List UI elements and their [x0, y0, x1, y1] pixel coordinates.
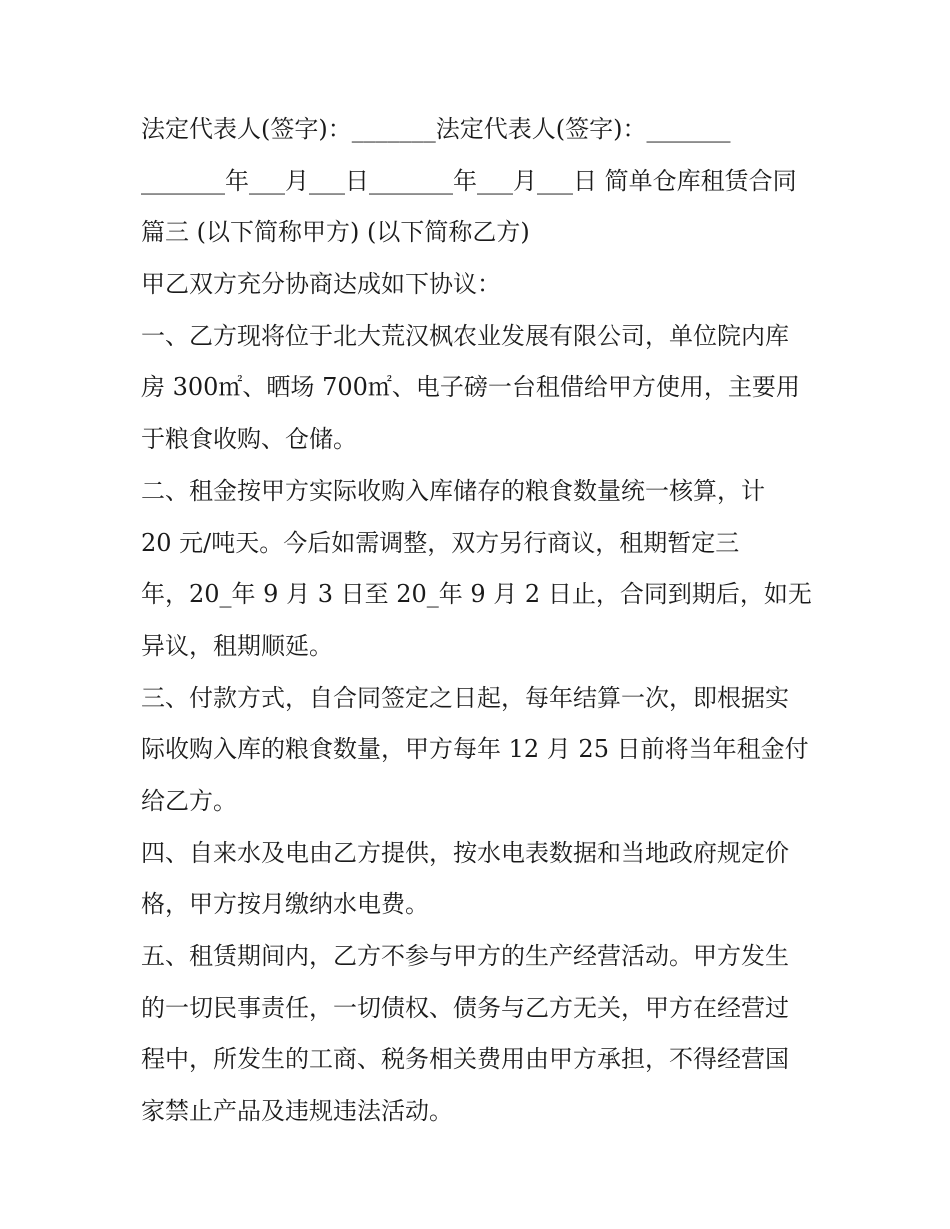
- clause-1-line-3: 于粮食收购、仓储。: [141, 425, 357, 454]
- signature-line: 法定代表人(签字)：_______法定代表人(签字)：_______: [141, 115, 731, 143]
- clause-1-line-1: 一、乙方现将位于北大荒汉枫农业发展有限公司，单位院内库: [141, 321, 789, 350]
- agreement-intro: 甲乙双方充分协商达成如下协议：: [141, 270, 501, 299]
- clause-5-line-4: 家禁止产品及违规违法活动。: [141, 1097, 453, 1126]
- clause-2-line-3: 年，20_年 9 月 3 日至 20_年 9 月 2 日止，合同到期后，如无: [141, 580, 812, 609]
- clause-4-line-1: 四、自来水及电由乙方提供，按水电表数据和当地政府规定价: [141, 838, 789, 867]
- clause-4-line-2: 格，甲方按月缴纳水电费。: [141, 890, 429, 919]
- date-and-title-line: _______年___月___日_______年___月___日 简单仓库租赁合同: [141, 166, 797, 195]
- contract-text: [141, 104, 821, 1138]
- clause-5-line-1: 五、租赁期间内，乙方不参与甲方的生产经营活动。甲方发生: [141, 942, 789, 970]
- clause-5-line-2: 的一切民事责任，一切债权、债务与乙方无关，甲方在经营过: [141, 993, 789, 1022]
- clause-3-line-2: 际收购入库的粮食数量，甲方每年 12 月 25 日前将当年租金付: [141, 735, 809, 764]
- clause-3-line-1: 三、付款方式，自合同签定之日起，每年结算一次，即根据实: [141, 683, 789, 712]
- parties-line: 篇三 (以下简称甲方) (以下简称乙方): [141, 218, 530, 247]
- clause-2-line-4: 异议，租期顺延。: [141, 631, 333, 660]
- clause-2-line-2: 20 元/吨天。今后如需调整，双方另行商议，租期暂定三: [141, 528, 740, 557]
- clause-3-line-3: 给乙方。: [141, 786, 237, 815]
- clause-2-line-1: 二、租金按甲方实际收购入库储存的粮食数量统一核算，计: [141, 476, 765, 505]
- clause-1-line-2: 房 300㎡、晒场 700㎡、电子磅一台租借给甲方使用，主要用: [141, 373, 800, 402]
- clause-5-line-3: 程中，所发生的工商、税务相关费用由甲方承担，不得经营国: [141, 1045, 789, 1074]
